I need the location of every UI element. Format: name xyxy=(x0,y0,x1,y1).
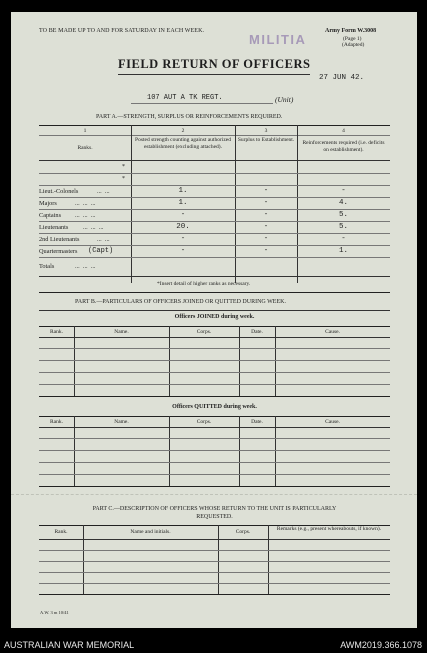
surplus-2nd-lieutenants: - xyxy=(263,235,269,243)
reinf-quartermasters: 1. xyxy=(338,247,348,255)
part-c-row-rule xyxy=(39,572,390,573)
page-number: (Page 1) xyxy=(343,36,362,42)
quitted-col-divider xyxy=(169,416,170,486)
part-c-row-rule xyxy=(39,550,390,551)
joined-col-divider xyxy=(239,326,240,396)
form-title: FIELD RETURN OF OFFICERS xyxy=(118,57,311,71)
col-number-1: 1 xyxy=(83,128,87,134)
row-rule xyxy=(39,185,390,186)
unit-label: (Unit) xyxy=(275,95,294,104)
footer-institution: AUSTRALIAN WAR MEMORIAL xyxy=(4,640,135,650)
row-rule xyxy=(39,245,390,246)
col-header-surplus: Surplus to Establishment. xyxy=(237,137,295,143)
part-a-top-rule xyxy=(39,125,390,126)
joined-col-divider xyxy=(275,326,276,396)
row-rule xyxy=(39,173,390,174)
part-c-col-remarks: Remarks (e.g., present whereabouts, if known). xyxy=(276,526,382,532)
higher-rank-star-1: * xyxy=(122,164,125,170)
quitted-col-cause: Cause. xyxy=(325,419,340,425)
totals-rule xyxy=(39,276,390,277)
part-b-heading: PART B.—PARTICULARS OF OFFICERS JOINED OR QUITTED DURING WEEK. xyxy=(75,299,286,305)
part-c-heading-line2: REQUESTED. xyxy=(196,514,233,520)
militia-stamp: MILITIA xyxy=(249,32,307,47)
row-rule xyxy=(39,221,390,222)
joined-col-date: Date. xyxy=(251,329,263,335)
joined-header-rule xyxy=(39,337,390,338)
joined-row-rule xyxy=(39,384,390,385)
posted-majors: 1. xyxy=(178,199,188,207)
army-form-number: Army Form W.3008 xyxy=(325,28,377,34)
rank-lieut-colonels: Lieut.-Colonels xyxy=(39,188,79,195)
row-rule xyxy=(39,233,390,234)
joined-col-name: Name. xyxy=(114,329,129,335)
unit-value: 107 AUT A TK REGT. xyxy=(147,94,223,102)
reinf-majors: 4. xyxy=(338,199,348,207)
rank-quartermasters: Quartermasters xyxy=(39,248,78,255)
rank-majors: Majors xyxy=(39,200,57,207)
row-rule xyxy=(39,257,390,258)
return-date: 27 JUN 42. xyxy=(319,74,365,82)
joined-top-rule xyxy=(39,326,390,327)
col-header-posted: Posted strength counting against authorized establishment (excluding attached). xyxy=(135,137,231,150)
part-b-top-rule xyxy=(39,310,390,311)
row-rule xyxy=(39,209,390,210)
col-number-2: 2 xyxy=(181,128,185,134)
instruction-text: TO BE MADE UP TO AND FOR SATURDAY IN EACH WEEK. xyxy=(39,28,205,34)
quitted-row-rule xyxy=(39,438,390,439)
part-a-footnote: *Insert detail of higher ranks as necessary. xyxy=(157,281,251,287)
quitted-row-rule xyxy=(39,450,390,451)
joined-row-rule xyxy=(39,348,390,349)
quitted-col-divider xyxy=(239,416,240,486)
joined-row-rule xyxy=(39,372,390,373)
col-number-rule xyxy=(39,135,390,136)
quitted-bottom-rule xyxy=(39,486,390,487)
quitted-col-corps: Corps. xyxy=(196,419,212,425)
quitted-col-rank: Rank. xyxy=(50,419,63,425)
rank-quartermasters-capt: (Capt) xyxy=(88,247,114,255)
col-number-4: 4 xyxy=(342,128,345,134)
joined-col-cause: Cause. xyxy=(325,329,340,335)
surplus-lieut-colonels: - xyxy=(263,187,269,195)
part-c-col-rank: Rank. xyxy=(54,529,68,535)
joined-col-rank: Rank. xyxy=(50,329,63,335)
header-bottom-rule xyxy=(39,160,390,161)
quitted-col-divider xyxy=(275,416,276,486)
higher-rank-star-2: * xyxy=(122,176,125,182)
print-code: A.W. 3 m 10/41 xyxy=(40,610,69,615)
surplus-lieutenants: - xyxy=(263,223,269,231)
quitted-header-rule xyxy=(39,427,390,428)
posted-captains: - xyxy=(180,211,186,219)
quitted-heading: Officers QUITTED during week. xyxy=(172,404,257,410)
quitted-col-name: Name. xyxy=(114,419,129,425)
part-a-heading: PART A.—STRENGTH, SURPLUS OR REINFORCEMENTS REQUIRED. xyxy=(96,114,283,120)
part-a-bottom-rule xyxy=(39,292,390,293)
title-underline xyxy=(118,74,310,75)
part-c-col-name: Name and initials. xyxy=(130,529,171,535)
surplus-majors: - xyxy=(263,199,269,207)
quitted-col-date: Date. xyxy=(251,419,263,425)
joined-row-rule xyxy=(39,360,390,361)
part-c-header-rule xyxy=(39,539,390,540)
posted-2nd-lieutenants: - xyxy=(180,235,186,243)
part-c-row-rule xyxy=(39,583,390,584)
rank-2nd-lieutenants: 2nd Lieutenants xyxy=(39,236,80,243)
quitted-col-divider xyxy=(74,416,75,486)
col-number-3: 3 xyxy=(264,128,268,134)
posted-lieutenants: 20. xyxy=(176,223,190,231)
form-page: TO BE MADE UP TO AND FOR SATURDAY IN EACH WEEK. MILITIA Army Form W.3008 (Page 1) (Adapted) FIELD RETURN OF OFFICERS 27 JUN 42. 107 AUT A TK REGT. (Unit) PART A.—STRENGTH, SURPLUS OR REINFORCEMENTS REQUIRED. 1 2 3 4 Ranks. Posted strength counting against authorized establishment (excluding attached). Surplus to Establishment. Reinforcements required (i.e. deficits on establishment). * * Lieut.-Colonels ... ... 1. - - Majors ... ... ... 1. - 4. Captains ... ... ... - - 5. Lieutenants ... ... ... 20. - 5. 2nd Lieutenants ... ... - - - Quartermasters (Capt) - - 1. Totals ... ... ... *Insert detail of higher ranks as necessary. PART B.—PARTICULARS OF OFFICERS JOINED OR QUITTED DURING WEEK. Officers JOINED during week. Rank. Name. Corps. Date. Cause. Officers QUITTED during week. Rank. Name. Corps. Date. Cause. PART C.—DESCRIPTION OF OFFICERS WHOSE RETURN TO THE UNIT IS PARTICULARLY REQUESTED. Rank. Name and initials. Corps. Remarks (e.g., present whereabouts, if known). A.W. 3 m 10/41 xyxy=(11,12,417,628)
row-rule xyxy=(39,197,390,198)
posted-quartermasters: - xyxy=(180,247,186,255)
totals-label: Totals xyxy=(39,263,55,270)
part-c-col-corps: Corps. xyxy=(235,529,251,535)
reinf-2nd-lieutenants: - xyxy=(341,235,346,243)
joined-col-corps: Corps. xyxy=(196,329,212,335)
unit-line xyxy=(131,103,273,104)
surplus-captains: - xyxy=(263,211,269,219)
fold-crease xyxy=(11,494,417,495)
reinf-lieutenants: 5. xyxy=(338,223,348,231)
reinf-lieut-colonels: - xyxy=(341,187,346,195)
surplus-quartermasters: - xyxy=(263,247,269,255)
quitted-top-rule xyxy=(39,416,390,417)
archive-footer xyxy=(0,638,427,653)
footer-accession-number: AWM2019.366.1078 xyxy=(340,640,422,650)
col-header-reinforcements: Reinforcements required (i.e. deficits on establishment). xyxy=(302,140,385,153)
part-c-heading-line1: PART C.—DESCRIPTION OF OFFICERS WHOSE RETURN TO THE UNIT IS PARTICULARLY xyxy=(92,506,337,512)
col-header-ranks: Ranks. xyxy=(77,145,93,151)
posted-lieut-colonels: 1. xyxy=(178,187,188,195)
rank-lieutenants: Lieutenants xyxy=(39,224,69,231)
reinf-captains: 5. xyxy=(338,211,348,219)
rank-captains: Captains xyxy=(39,212,62,219)
joined-heading: Officers JOINED during week. xyxy=(174,314,255,320)
part-c-bottom-rule xyxy=(39,594,390,595)
joined-bottom-rule xyxy=(39,396,390,397)
joined-col-divider xyxy=(74,326,75,396)
quitted-row-rule xyxy=(39,462,390,463)
adapted-label: (Adapted) xyxy=(342,42,365,48)
part-c-row-rule xyxy=(39,561,390,562)
quitted-row-rule xyxy=(39,474,390,475)
joined-col-divider xyxy=(169,326,170,396)
